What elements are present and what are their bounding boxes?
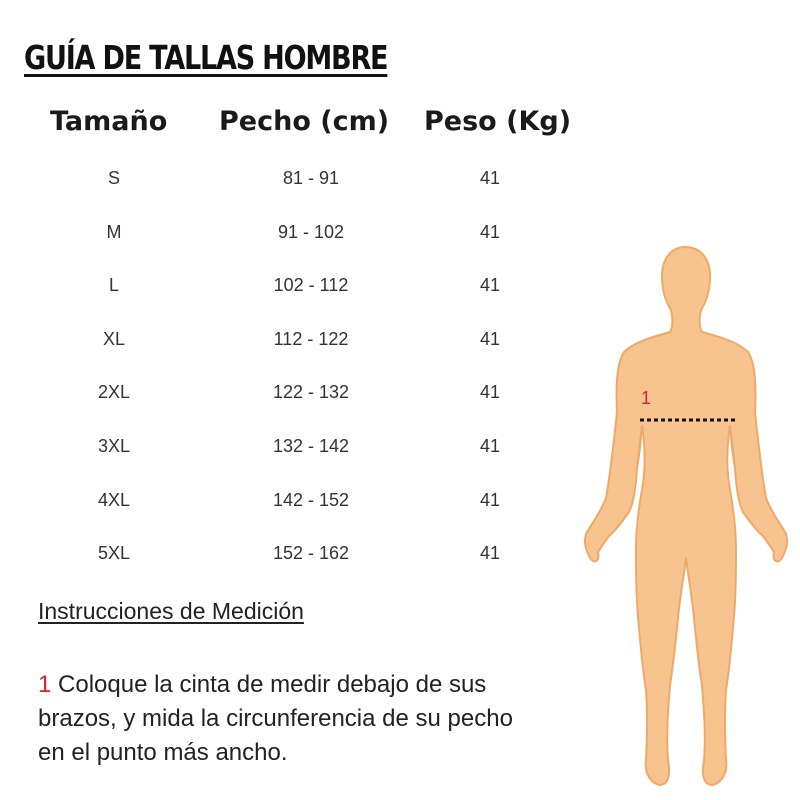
header-weight: Peso (Kg) (424, 106, 572, 137)
cell-weight: 41 (479, 436, 501, 456)
cell-chest: 102 - 112 (273, 275, 349, 295)
cell-weight: 41 (479, 275, 501, 295)
cell-size: 5XL (97, 543, 131, 563)
header-size: Tamaño (50, 106, 168, 137)
page-title: GUÍA DE TALLAS HOMBRE (24, 38, 388, 77)
cell-size: 4XL (97, 490, 131, 510)
cell-chest: 142 - 152 (272, 490, 350, 510)
cell-chest: 112 - 122 (273, 329, 349, 349)
cell-weight: 41 (479, 222, 501, 242)
table-row (0, 382, 580, 412)
cell-size: XL (102, 329, 126, 349)
body-silhouette (585, 247, 787, 785)
cell-size: S (107, 168, 121, 188)
cell-weight: 41 (479, 543, 501, 563)
header-chest: Pecho (cm) (219, 106, 390, 137)
cell-size: M (106, 222, 122, 242)
cell-chest: 91 - 102 (277, 222, 345, 242)
cell-weight: 41 (479, 329, 501, 349)
table-row (0, 168, 580, 198)
cell-chest: 152 - 162 (272, 543, 350, 563)
cell-size: 3XL (97, 436, 131, 456)
table-row (0, 490, 580, 520)
chest-marker-label: 1 (641, 388, 652, 408)
cell-chest: 81 - 91 (282, 168, 340, 188)
step-number: 1 (38, 671, 52, 698)
instructions-step (38, 668, 518, 770)
table-row (0, 275, 580, 305)
table-row (0, 543, 580, 573)
table-row (0, 329, 580, 359)
instructions-title: Instrucciones de Medición (38, 598, 304, 624)
cell-weight: 41 (479, 168, 501, 188)
cell-size: L (108, 275, 120, 295)
cell-weight: 41 (479, 382, 501, 402)
table-row (0, 436, 580, 466)
table-row (0, 222, 580, 252)
cell-chest: 122 - 132 (272, 382, 350, 402)
cell-chest: 132 - 142 (272, 436, 350, 456)
cell-weight: 41 (479, 490, 501, 510)
step-text: Coloque la cinta de medir debajo de sus brazos, y mida la circunferencia de su pecho en el punto más ancho. (38, 671, 513, 766)
cell-size: 2XL (97, 382, 131, 402)
body-figure (580, 240, 790, 790)
